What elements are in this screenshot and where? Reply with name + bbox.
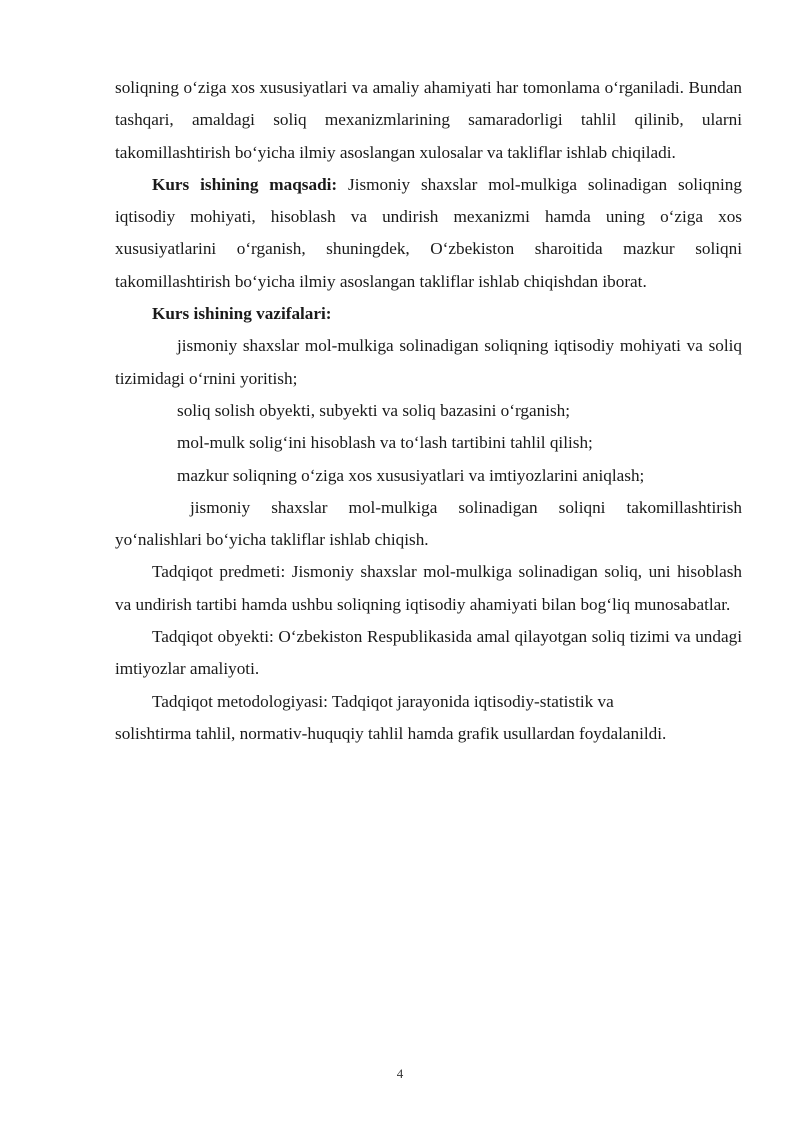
task-item-5: jismoniy shaxslar mol-mulkiga solinadigan soliqni takomillashtirish yo‘nalishlari bo‘yicha takliflar ishlab chiqish. bbox=[115, 497, 742, 550]
methodology-line-2: solishtirma tahlil, normativ-huquqiy tahlil hamda grafik usullardan foydalanildi. bbox=[115, 723, 667, 743]
goal-label: Kurs ishining maqsadi: bbox=[152, 174, 338, 194]
goal-paragraph bbox=[115, 169, 742, 298]
research-subject-paragraph: Tadqiqot predmeti: Jismoniy shaxslar mol-mulkiga solinadigan soliq, uni hisoblash va undirish tartibi hamda ushbu soliqning iqtisodiy ahamiyati bilan bog‘liq munosabatlar. bbox=[115, 562, 742, 614]
task-item-3: mol-mulk solig‘ini hisoblash va to‘lash tartibini tahlil qilish; bbox=[177, 433, 593, 453]
task-item-1: jismoniy shaxslar mol-mulkiga solinadigan soliqning iqtisodiy mohiyati va soliq tizimidagi o‘rnini yoritish; bbox=[115, 336, 742, 388]
tasks-heading: Kurs ishining vazifalari: bbox=[152, 304, 332, 324]
task-item-4: mazkur soliqning o‘ziga xos xususiyatlari va imtiyozlarini aniqlash; bbox=[177, 465, 645, 485]
page-number: 4 bbox=[396, 1066, 404, 1081]
intro-paragraph: soliqning o‘ziga xos xususiyatlari va amaliy ahamiyati har tomonlama o‘rganiladi. Bundan tashqari, amaldagi soliq mexanizmlarining samaradorligi tahlil qilinib, ularni takomillashtirish bo‘yicha ilmiy asoslangan xulosalar va takliflar ishlab chiqiladi. bbox=[115, 78, 742, 162]
goal-text: Jismoniy shaxslar mol-mulkiga solinadigan soliqning iqtisodiy mohiyati, hisoblash va undirish mexanizmi hamda uning o‘ziga xos xususiyatlarini o‘rganish, shuningdek, O‘zbekiston sharoitida mazkur soliqni takomillashtirish bo‘yicha ilmiy asoslangan takliflar ishlab chiqishdan iborat. bbox=[115, 174, 742, 291]
methodology-line-1: Tadqiqot metodologiyasi: Tadqiqot jarayonida iqtisodiy-statistik va bbox=[152, 691, 614, 711]
task-item-2: soliq solish obyekti, subyekti va soliq bazasini o‘rganish; bbox=[177, 400, 571, 420]
body-text bbox=[115, 72, 742, 750]
research-object-paragraph: Tadqiqot obyekti: O‘zbekiston Respublikasida amal qilayotgan soliq tizimi va undagi imtiyozlar amaliyoti. bbox=[115, 627, 742, 679]
